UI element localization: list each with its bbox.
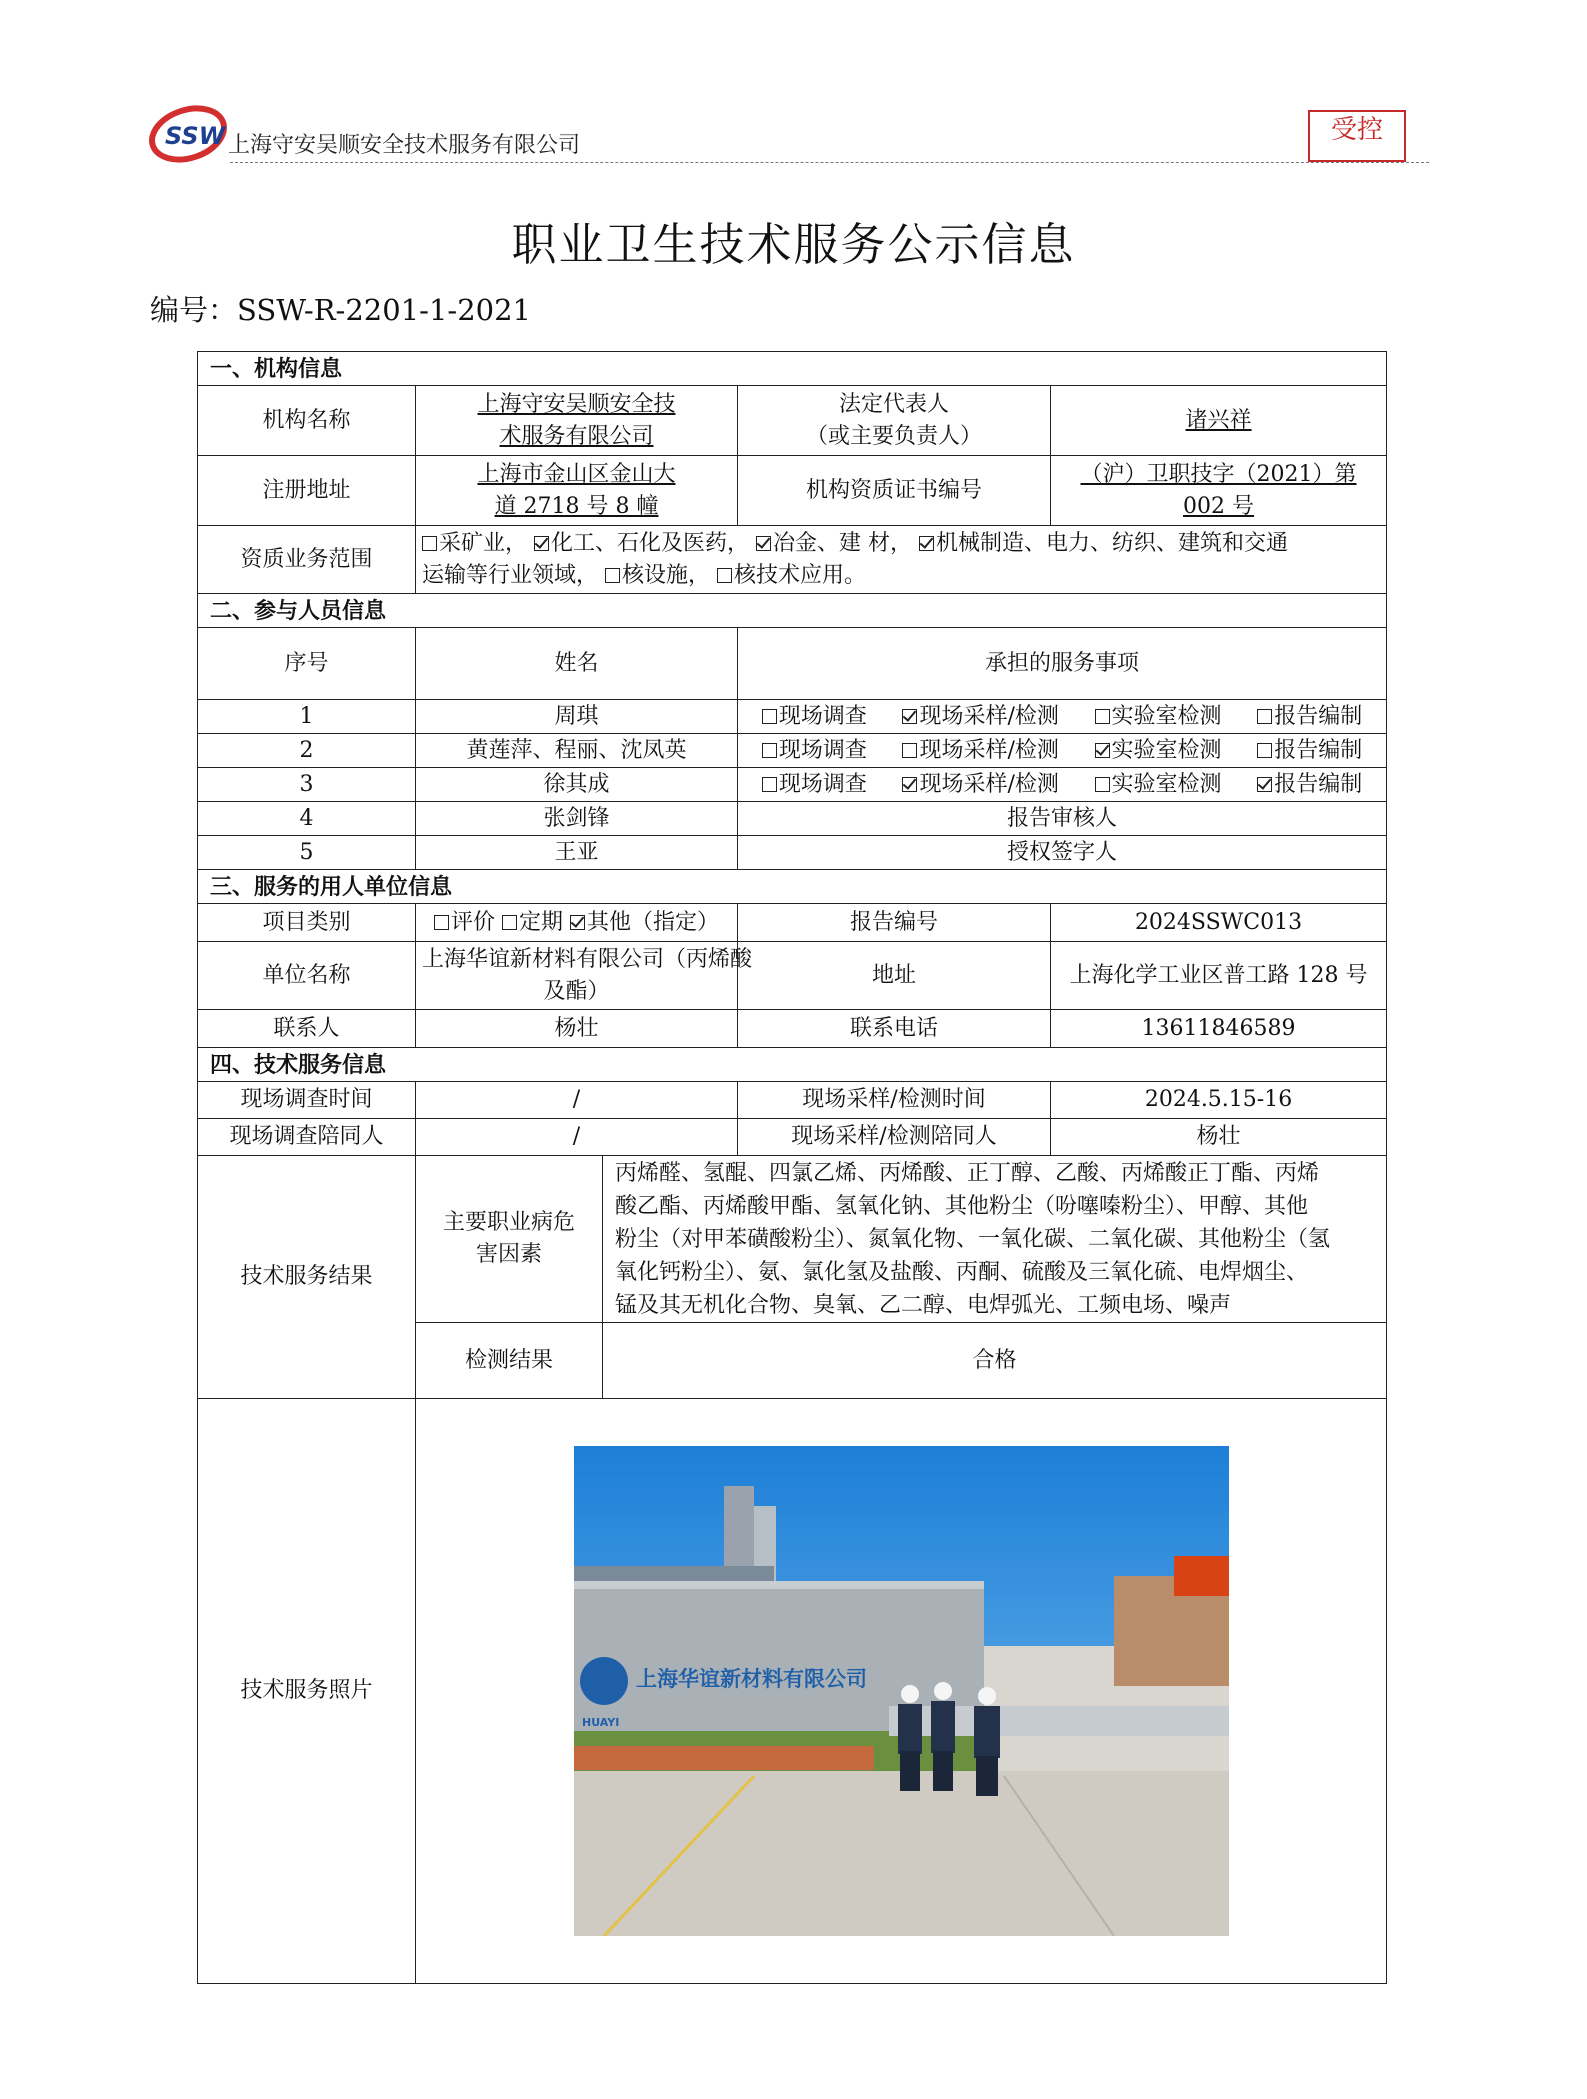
staff-row: 2 黄莲萍、程丽、沈凤英 现场调查 现场采样/检测 实验室检测 报告编制 [198,734,1387,768]
info-table [197,351,1387,1984]
section-4-heading: 四、技术服务信息 [198,1048,1387,1082]
svc-checkbox [1095,709,1110,724]
service-photo [574,1446,1229,1936]
test-result-label: 检测结果 [416,1323,603,1399]
org-name-label: 机构名称 [198,386,416,456]
col-service-header: 承担的服务事项 [738,628,1387,700]
doc-number: 编号：SSW-R-2201-1-2021 [150,293,532,327]
project-type-label: 项目类别 [198,904,416,942]
section-1-heading: 一、机构信息 [198,352,1387,386]
header-divider [230,162,1429,163]
reg-address-value: 上海市金山区金山大 道 2718 号 8 幢 [416,456,738,526]
hazard-label: 主要职业病危 害因素 [416,1156,603,1323]
unit-address-value: 上海化学工业区普工路 128 号 [1051,942,1387,1010]
company-logo [148,100,228,164]
svc-checkbox [1095,743,1110,758]
report-no-label: 报告编号 [738,904,1051,942]
test-result-value: 合格 [603,1323,1387,1399]
photo-cell [416,1399,1387,1984]
survey-person-label: 现场调查陪同人 [198,1119,416,1156]
photo-label: 技术服务照片 [198,1399,416,1984]
cert-no-value: （沪）卫职技字（2021）第 002 号 [1051,456,1387,526]
scope-checkbox-3 [919,536,934,551]
unit-address-label: 地址 [738,942,1051,1010]
svc-checkbox [762,743,777,758]
svg-text:上海华谊新材料有限公司: 上海华谊新材料有限公司 [635,1667,867,1691]
svc-checkbox [1257,709,1272,724]
phone-label: 联系电话 [738,1010,1051,1048]
svc-checkbox [902,777,917,792]
project-type-value: 评价 定期 其他（指定） [416,904,738,942]
col-no-header: 序号 [198,628,416,700]
svg-text:HUAYI: HUAYI [581,1716,619,1729]
contact-value: 杨壮 [416,1010,738,1048]
page-title: 职业卫生技术服务公示信息 [511,218,1076,271]
section-3-heading: 三、服务的用人单位信息 [198,870,1387,904]
sample-person-value: 杨壮 [1051,1119,1387,1156]
report-no-value: 2024SSWC013 [1051,904,1387,942]
staff-row: 5 王亚 授权签字人 [198,836,1387,870]
staff-row: 4 张剑锋 报告审核人 [198,802,1387,836]
scope-checkbox-0 [422,536,437,551]
unit-name-value: 上海华谊新材料有限公司（丙烯酸 及酯） [416,942,738,1010]
scope-checkbox-2 [756,536,771,551]
type-checkbox-eval [434,915,449,930]
phone-value: 13611846589 [1051,1010,1387,1048]
contact-label: 联系人 [198,1010,416,1048]
scope-checkbox-4 [605,568,620,583]
scope-checkbox-5 [717,568,732,583]
survey-time-value: / [416,1082,738,1119]
result-label: 技术服务结果 [198,1156,416,1399]
legal-rep-value: 诸兴祥 [1051,386,1387,456]
scope-label: 资质业务范围 [198,526,416,594]
scope-checkbox-1 [534,536,549,551]
hazard-value: 丙烯醛、氢醌、四氯乙烯、丙烯酸、正丁醇、乙酸、丙烯酸正丁酯、丙烯 酸乙酯、丙烯酸甲酯、氢氧化钠、其他粉尘（吩噻嗪粉尘）、甲醇、其他 粉尘（对甲苯磺酸粉尘）、氮氧化物、一氧化碳、二氧化碳、其他粉尘（氢 氧化钙粉尘）、氨、氯化氢及盐酸、丙酮、硫酸及三氧化硫、电焊烟尘、 锰及其无机化合物、臭氧、乙二醇、电焊弧光、工频电场、噪声 [603,1156,1387,1323]
section-2-heading: 二、参与人员信息 [198,594,1387,628]
type-checkbox-other [570,915,585,930]
unit-name-label: 单位名称 [198,942,416,1010]
svc-checkbox [762,709,777,724]
svc-checkbox [1095,777,1110,792]
svc-checkbox [762,777,777,792]
col-name-header: 姓名 [416,628,738,700]
sample-person-label: 现场采样/检测陪同人 [738,1119,1051,1156]
staff-row: 3 徐其成 现场调查 现场采样/检测 实验室检测 报告编制 [198,768,1387,802]
staff-row: 1 周琪 现场调查 现场采样/检测 实验室检测 报告编制 [198,700,1387,734]
type-checkbox-periodic [502,915,517,930]
org-name-value: 上海守安吴顺安全技 术服务有限公司 [416,386,738,456]
svc-checkbox [1257,777,1272,792]
svc-checkbox [902,743,917,758]
reg-address-label: 注册地址 [198,456,416,526]
survey-person-value: / [416,1119,738,1156]
legal-rep-label: 法定代表人 （或主要负责人） [738,386,1051,456]
sample-time-value: 2024.5.15-16 [1051,1082,1387,1119]
svc-checkbox [1257,743,1272,758]
svc-checkbox [902,709,917,724]
logo-text: SSW [165,122,226,150]
sample-time-label: 现场采样/检测时间 [738,1082,1051,1119]
controlled-stamp: 受控 [1308,110,1406,162]
survey-time-label: 现场调查时间 [198,1082,416,1119]
cert-no-label: 机构资质证书编号 [738,456,1051,526]
scope-value: 采矿业， 化工、石化及医药， 冶金、建 材， 机械制造、电力、纺织、建筑和交通 运输等行业领域， 核设施， 核技术应用。 [416,526,1387,594]
company-name: 上海守安吴顺安全技术服务有限公司 [228,133,581,158]
